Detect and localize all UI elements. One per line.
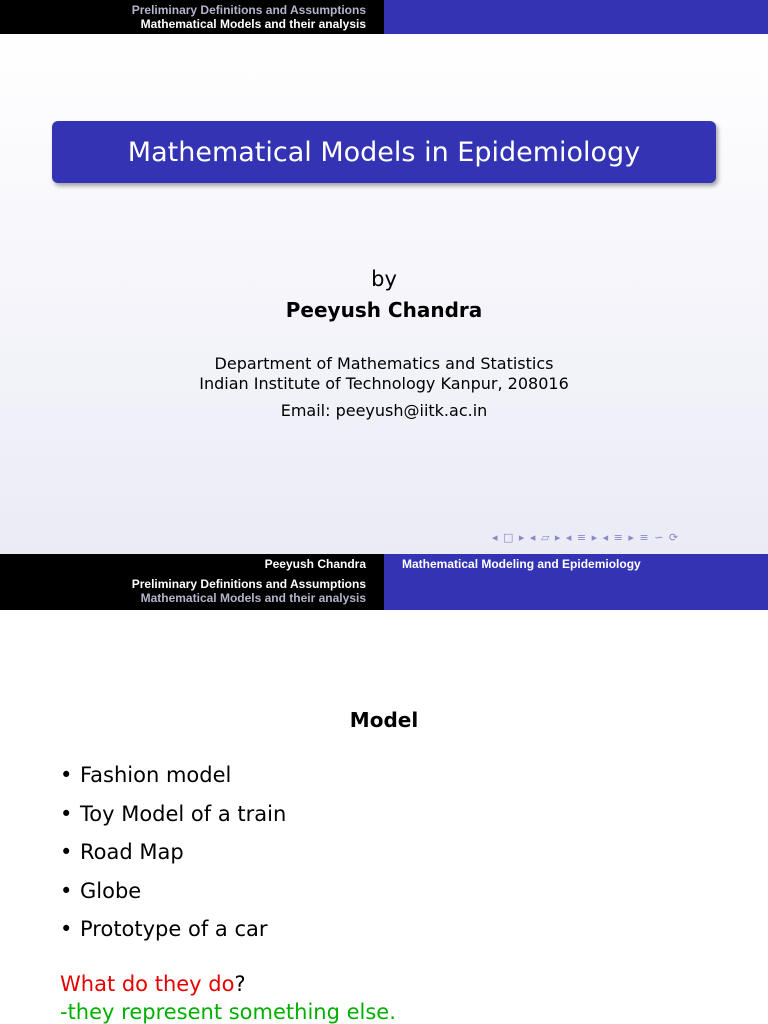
model-list [60,762,286,955]
email-line: Email: peeyush@iitk.ac.in [280,401,488,420]
list-item: • Fashion model [60,762,286,801]
mid-header-section: Preliminary Definitions and Assumptions [131,577,366,591]
model-slide [0,610,768,1024]
bullet-icon: • [60,917,73,941]
answer-line: -they represent something else. [60,1000,396,1024]
institute-block [0,354,768,394]
top-header-subsection: Mathematical Models and their analysis [140,17,366,31]
top-header-bar [0,0,768,34]
list-item: • Prototype of a car [60,916,286,955]
top-header-right [384,0,768,34]
frame-title: Model [349,708,419,732]
list-item: • Road Map [60,839,286,878]
bullet-icon: • [60,763,73,787]
mid-header-right [384,554,768,610]
mid-header-bar [0,554,768,610]
top-header-section: Preliminary Definitions and Assumptions [131,3,366,17]
bullet-icon: • [60,840,73,864]
list-item: • Globe [60,878,286,917]
list-item: • Toy Model of a train [60,801,286,840]
question-mark: ? [234,972,246,996]
by-label: by [371,267,397,291]
mid-header-left [0,554,384,610]
department-line: Department of Mathematics and Statistics [214,354,554,373]
author-name: Peeyush Chandra [285,298,483,322]
mid-header-title: Mathematical Modeling and Epidemiology [402,557,641,571]
bullet-icon: • [60,801,73,826]
bullet-icon: • [60,878,73,903]
mid-header-author: Peeyush Chandra [264,557,366,571]
institute-line: Indian Institute of Technology Kanpur, 208016 [199,374,569,393]
beamer-navigation-icons[interactable]: ◂ □ ▸ ◂ ▱ ▸ ◂ ≡ ▸ ◂ ≡ ▸ ≡ ∽ ⟳ [492,531,680,544]
title-box [52,121,716,183]
question-red: What do they do [60,972,235,996]
top-header-left [0,0,384,34]
title-slide [0,34,768,554]
slide-title: Mathematical Models in Epidemiology [127,136,641,168]
mid-header-subsection: Mathematical Models and their analysis [140,591,366,605]
question-line [60,972,246,996]
